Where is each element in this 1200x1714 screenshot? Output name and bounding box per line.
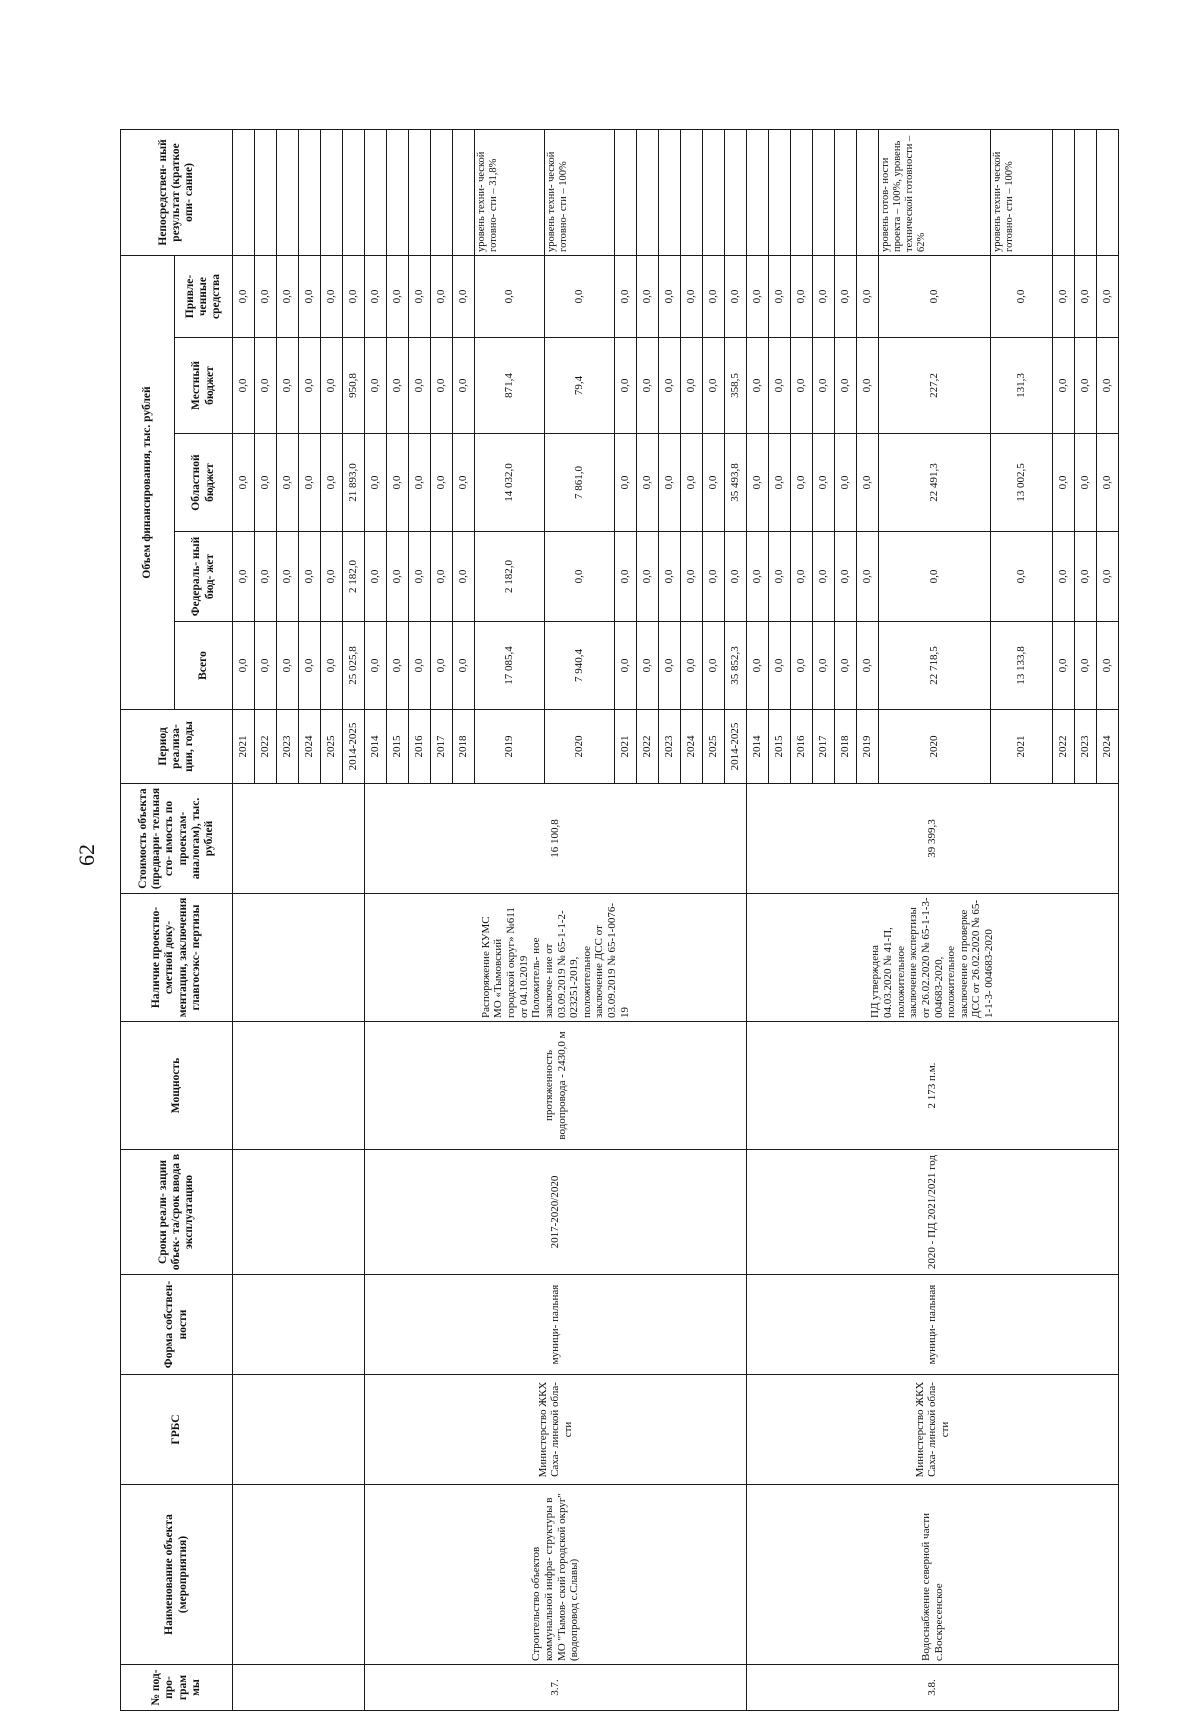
attracted-cell: 0,0 (1075, 255, 1097, 337)
regional-cell: 0,0 (835, 434, 857, 532)
attracted-cell: 0,0 (233, 255, 255, 337)
regional-cell: 0,0 (681, 434, 703, 532)
result-cell (835, 129, 857, 255)
regional-cell: 0,0 (791, 434, 813, 532)
result-cell (277, 129, 299, 255)
result-cell (453, 129, 475, 255)
result-cell (857, 129, 879, 255)
local-cell: 0,0 (453, 338, 475, 434)
table-row (233, 129, 255, 1710)
total-cell: 0,0 (681, 622, 703, 710)
regional-cell: 0,0 (321, 434, 343, 532)
attracted-cell: 0,0 (991, 255, 1053, 337)
attracted-cell: 0,0 (545, 255, 615, 337)
local-cell: 0,0 (233, 338, 255, 434)
total-cell: 0,0 (453, 622, 475, 710)
federal-cell: 0,0 (431, 532, 453, 622)
result-cell (365, 129, 387, 255)
result-cell (769, 129, 791, 255)
local-cell: 0,0 (255, 338, 277, 434)
object-docs: ПД утверждена 04.03.2020 № 41-П, положительное заключение экспертизы от 26.02.2020 № 65-1-1-3- 004683-2020, положительное заключение о проверке ДСС от 26.02.2020 № 65-1-1-3- 004683-2020 (747, 894, 1119, 1022)
federal-cell: 0,0 (277, 532, 299, 622)
continued-cell (233, 1275, 365, 1375)
total-cell: 0,0 (703, 622, 725, 710)
local-cell: 0,0 (365, 338, 387, 434)
regional-cell: 0,0 (703, 434, 725, 532)
period-cell: 2018 (453, 710, 475, 784)
local-cell: 0,0 (835, 338, 857, 434)
object-terms: 2017-2020/2020 (365, 1150, 747, 1275)
result-cell (703, 129, 725, 255)
attracted-cell: 0,0 (703, 255, 725, 337)
result-cell (343, 129, 365, 255)
federal-cell: 0,0 (1097, 532, 1119, 622)
continued-cell (233, 894, 365, 1022)
period-cell: 2024 (299, 710, 321, 784)
attracted-cell: 0,0 (277, 255, 299, 337)
attracted-cell: 0,0 (769, 255, 791, 337)
object-ownership: муници- пальная (747, 1275, 1119, 1375)
period-cell: 2017 (813, 710, 835, 784)
period-cell: 2025 (703, 710, 725, 784)
local-cell: 0,0 (769, 338, 791, 434)
local-cell: 0,0 (857, 338, 879, 434)
total-cell: 17 085,4 (475, 622, 545, 710)
result-cell (813, 129, 835, 255)
federal-cell: 0,0 (1053, 532, 1075, 622)
regional-cell: 0,0 (637, 434, 659, 532)
attracted-cell: 0,0 (365, 255, 387, 337)
header-attracted: Привле- ченные средства (175, 255, 233, 337)
federal-cell: 0,0 (991, 532, 1053, 622)
period-cell: 2018 (835, 710, 857, 784)
period-cell: 2016 (791, 710, 813, 784)
local-cell: 0,0 (615, 338, 637, 434)
period-cell: 2023 (277, 710, 299, 784)
total-cell: 0,0 (321, 622, 343, 710)
federal-cell: 0,0 (299, 532, 321, 622)
federal-cell: 0,0 (879, 532, 991, 622)
object-docs: Распоряжение КУМС МО «Тымовский городской округ» №611 от 04.10.2019 Положитель- ное заключе- ние от 03.09.2019 № 65-1-1-2- 023251-2019, положительное заключение ДСС от 03.09.2019 № 65-1-0076-19 (365, 894, 747, 1022)
federal-cell: 0,0 (681, 532, 703, 622)
attracted-cell: 0,0 (431, 255, 453, 337)
regional-cell: 0,0 (769, 434, 791, 532)
financing-table (120, 129, 1119, 1711)
regional-cell: 0,0 (431, 434, 453, 532)
period-cell: 2014 (365, 710, 387, 784)
regional-cell: 0,0 (409, 434, 431, 532)
result-cell (725, 129, 747, 255)
continued-cell (233, 1485, 365, 1665)
continued-cell (233, 1022, 365, 1150)
total-cell: 0,0 (769, 622, 791, 710)
attracted-cell: 0,0 (791, 255, 813, 337)
regional-cell: 0,0 (365, 434, 387, 532)
attracted-cell: 0,0 (681, 255, 703, 337)
period-cell: 2015 (387, 710, 409, 784)
attracted-cell: 0,0 (299, 255, 321, 337)
total-cell: 35 852,3 (725, 622, 747, 710)
federal-cell: 0,0 (659, 532, 681, 622)
regional-cell: 7 861,0 (545, 434, 615, 532)
local-cell: 227,2 (879, 338, 991, 434)
result-cell (387, 129, 409, 255)
period-cell: 2025 (321, 710, 343, 784)
header-name: Наименование объекта (мероприятия) (121, 1485, 233, 1665)
attracted-cell: 0,0 (615, 255, 637, 337)
total-cell: 22 718,5 (879, 622, 991, 710)
total-cell: 0,0 (299, 622, 321, 710)
header-ownership: Форма собствен- ности (121, 1275, 233, 1375)
table-body (233, 129, 1119, 1710)
local-cell: 0,0 (1075, 338, 1097, 434)
continued-cell (233, 784, 365, 894)
header-total: Всего (175, 622, 233, 710)
local-cell: 358,5 (725, 338, 747, 434)
result-cell: уровень техни- ческой готовно- сти – 100% (545, 129, 615, 255)
total-cell: 0,0 (791, 622, 813, 710)
local-cell: 0,0 (659, 338, 681, 434)
attracted-cell: 0,0 (343, 255, 365, 337)
period-cell: 2020 (545, 710, 615, 784)
continued-cell (233, 1665, 365, 1711)
object-capacity: протяженность водопровода - 2430,0 м (365, 1022, 747, 1150)
object-cost: 39 399,3 (747, 784, 1119, 894)
regional-cell: 35 493,8 (725, 434, 747, 532)
period-cell: 2020 (879, 710, 991, 784)
regional-cell: 0,0 (255, 434, 277, 532)
local-cell: 0,0 (703, 338, 725, 434)
total-cell: 0,0 (409, 622, 431, 710)
federal-cell: 0,0 (813, 532, 835, 622)
federal-cell: 0,0 (453, 532, 475, 622)
regional-cell: 0,0 (615, 434, 637, 532)
header-local: Местный бюджет (175, 338, 233, 434)
federal-cell: 0,0 (747, 532, 769, 622)
result-cell (299, 129, 321, 255)
attracted-cell: 0,0 (747, 255, 769, 337)
period-cell: 2021 (991, 710, 1053, 784)
regional-cell: 21 893,0 (343, 434, 365, 532)
header-result: Непосредствен- ный результат (краткое опи- сание) (121, 129, 233, 255)
federal-cell: 0,0 (387, 532, 409, 622)
header-federal: Федераль- ный бюд- жет (175, 532, 233, 622)
local-cell: 950,8 (343, 338, 365, 434)
period-cell: 2014-2025 (343, 710, 365, 784)
local-cell: 131,3 (991, 338, 1053, 434)
regional-cell: 14 032,0 (475, 434, 545, 532)
result-cell (321, 129, 343, 255)
regional-cell: 13 002,5 (991, 434, 1053, 532)
period-cell: 2017 (431, 710, 453, 784)
period-cell: 2021 (615, 710, 637, 784)
federal-cell: 0,0 (321, 532, 343, 622)
header-capacity: Мощность (121, 1022, 233, 1150)
total-cell: 0,0 (813, 622, 835, 710)
local-cell: 0,0 (387, 338, 409, 434)
header-docs: Наличие проектно- сметной доку- ментации, заключения главгосэкс- пертизы (121, 894, 233, 1022)
regional-cell: 0,0 (857, 434, 879, 532)
header-grbs: ГРБС (121, 1375, 233, 1485)
total-cell: 13 133,8 (991, 622, 1053, 710)
header-funding: Объем финансирования, тыс. рублей (121, 255, 175, 709)
object-grbs: Министерство ЖКХ Саха- линской обла- сти (747, 1375, 1119, 1485)
regional-cell: 0,0 (1053, 434, 1075, 532)
regional-cell: 0,0 (277, 434, 299, 532)
table-row (365, 129, 387, 1710)
local-cell: 871,4 (475, 338, 545, 434)
local-cell: 0,0 (409, 338, 431, 434)
total-cell: 0,0 (659, 622, 681, 710)
federal-cell: 2 182,0 (343, 532, 365, 622)
object-number: 3.8. (747, 1665, 1119, 1711)
result-cell (747, 129, 769, 255)
total-cell: 0,0 (857, 622, 879, 710)
result-cell: уровень техни- ческой готовно- сти – 31,8% (475, 129, 545, 255)
federal-cell: 0,0 (1075, 532, 1097, 622)
federal-cell: 0,0 (791, 532, 813, 622)
federal-cell: 0,0 (835, 532, 857, 622)
federal-cell: 0,0 (409, 532, 431, 622)
local-cell: 0,0 (637, 338, 659, 434)
rotated-page (120, 130, 1114, 1711)
object-capacity: 2 173 п.м. (747, 1022, 1119, 1150)
result-cell: уровень готов- ности проекта – 100%, уровень технической готовности – 62% (879, 129, 991, 255)
total-cell: 0,0 (747, 622, 769, 710)
period-cell: 2014 (747, 710, 769, 784)
object-name: Строительство объектов коммунальной инфра- структуры в МО "Тымов- ский городской округ" (водопровод с.Славы) (365, 1485, 747, 1665)
period-cell: 2016 (409, 710, 431, 784)
period-cell: 2015 (769, 710, 791, 784)
header-regional: Областной бюджет (175, 434, 233, 532)
object-number: 3.7. (365, 1665, 747, 1711)
federal-cell: 0,0 (365, 532, 387, 622)
result-cell: уровень техни- ческой готовно- сти – 100% (991, 129, 1053, 255)
period-cell: 2023 (1075, 710, 1097, 784)
result-cell (233, 129, 255, 255)
result-cell (431, 129, 453, 255)
result-cell (681, 129, 703, 255)
period-cell: 2021 (233, 710, 255, 784)
attracted-cell: 0,0 (835, 255, 857, 337)
header-num: № под- про- грам мы (121, 1665, 233, 1711)
attracted-cell: 0,0 (1097, 255, 1119, 337)
regional-cell: 22 491,3 (879, 434, 991, 532)
local-cell: 0,0 (1097, 338, 1119, 434)
federal-cell: 0,0 (703, 532, 725, 622)
attracted-cell: 0,0 (659, 255, 681, 337)
local-cell: 0,0 (791, 338, 813, 434)
object-ownership: муници- пальная (365, 1275, 747, 1375)
regional-cell: 0,0 (453, 434, 475, 532)
object-cost: 16 100,8 (365, 784, 747, 894)
total-cell: 0,0 (233, 622, 255, 710)
attracted-cell: 0,0 (387, 255, 409, 337)
header-terms: Сроки реали- зации объек- та/срок ввода в эксплуатацию (121, 1150, 233, 1275)
local-cell: 0,0 (321, 338, 343, 434)
attracted-cell: 0,0 (637, 255, 659, 337)
continued-cell (233, 1150, 365, 1275)
local-cell: 0,0 (277, 338, 299, 434)
attracted-cell: 0,0 (453, 255, 475, 337)
regional-cell: 0,0 (813, 434, 835, 532)
result-cell (637, 129, 659, 255)
regional-cell: 0,0 (659, 434, 681, 532)
period-cell: 2022 (637, 710, 659, 784)
attracted-cell: 0,0 (255, 255, 277, 337)
total-cell: 0,0 (365, 622, 387, 710)
federal-cell: 0,0 (255, 532, 277, 622)
page-number: 62 (74, 844, 99, 866)
total-cell: 0,0 (835, 622, 857, 710)
total-cell: 0,0 (277, 622, 299, 710)
local-cell: 0,0 (299, 338, 321, 434)
local-cell: 0,0 (431, 338, 453, 434)
attracted-cell: 0,0 (321, 255, 343, 337)
period-cell: 2019 (857, 710, 879, 784)
local-cell: 0,0 (1053, 338, 1075, 434)
continued-cell (233, 1375, 365, 1485)
total-cell: 0,0 (637, 622, 659, 710)
federal-cell: 0,0 (857, 532, 879, 622)
total-cell: 0,0 (431, 622, 453, 710)
period-cell: 2024 (681, 710, 703, 784)
federal-cell: 0,0 (545, 532, 615, 622)
total-cell: 0,0 (1097, 622, 1119, 710)
federal-cell: 0,0 (637, 532, 659, 622)
total-cell: 25 025,8 (343, 622, 365, 710)
result-cell (791, 129, 813, 255)
attracted-cell: 0,0 (813, 255, 835, 337)
object-terms: 2020 - ПД 2021/2021 год (747, 1150, 1119, 1275)
result-cell (1097, 129, 1119, 255)
federal-cell: 0,0 (615, 532, 637, 622)
total-cell: 7 940,4 (545, 622, 615, 710)
local-cell: 0,0 (747, 338, 769, 434)
attracted-cell: 0,0 (409, 255, 431, 337)
local-cell: 0,0 (813, 338, 835, 434)
regional-cell: 0,0 (299, 434, 321, 532)
result-cell (659, 129, 681, 255)
regional-cell: 0,0 (1097, 434, 1119, 532)
attracted-cell: 0,0 (857, 255, 879, 337)
header-cost: Стоимость объекта (предвари- тельная сто- имость по проектам- аналогам), тыс. рублей (121, 784, 233, 894)
period-cell: 2022 (255, 710, 277, 784)
regional-cell: 0,0 (387, 434, 409, 532)
local-cell: 0,0 (681, 338, 703, 434)
local-cell: 79,4 (545, 338, 615, 434)
federal-cell: 0,0 (233, 532, 255, 622)
period-cell: 2022 (1053, 710, 1075, 784)
period-cell: 2024 (1097, 710, 1119, 784)
table-row (747, 129, 769, 1710)
total-cell: 0,0 (615, 622, 637, 710)
total-cell: 0,0 (1075, 622, 1097, 710)
federal-cell: 0,0 (725, 532, 747, 622)
result-cell (615, 129, 637, 255)
period-cell: 2014-2025 (725, 710, 747, 784)
regional-cell: 0,0 (1075, 434, 1097, 532)
attracted-cell: 0,0 (725, 255, 747, 337)
result-cell (1053, 129, 1075, 255)
regional-cell: 0,0 (233, 434, 255, 532)
attracted-cell: 0,0 (1053, 255, 1075, 337)
federal-cell: 0,0 (769, 532, 791, 622)
attracted-cell: 0,0 (475, 255, 545, 337)
result-cell (255, 129, 277, 255)
total-cell: 0,0 (387, 622, 409, 710)
attracted-cell: 0,0 (879, 255, 991, 337)
total-cell: 0,0 (1053, 622, 1075, 710)
total-cell: 0,0 (255, 622, 277, 710)
header-period: Период реализа- ции, годы (121, 710, 233, 784)
object-grbs: Министерство ЖКХ Саха- линской обла- сти (365, 1375, 747, 1485)
period-cell: 2023 (659, 710, 681, 784)
result-cell (1075, 129, 1097, 255)
period-cell: 2019 (475, 710, 545, 784)
federal-cell: 2 182,0 (475, 532, 545, 622)
object-name: Водоснабжение северной части с.Воскресенское (747, 1485, 1119, 1665)
result-cell (409, 129, 431, 255)
regional-cell: 0,0 (747, 434, 769, 532)
